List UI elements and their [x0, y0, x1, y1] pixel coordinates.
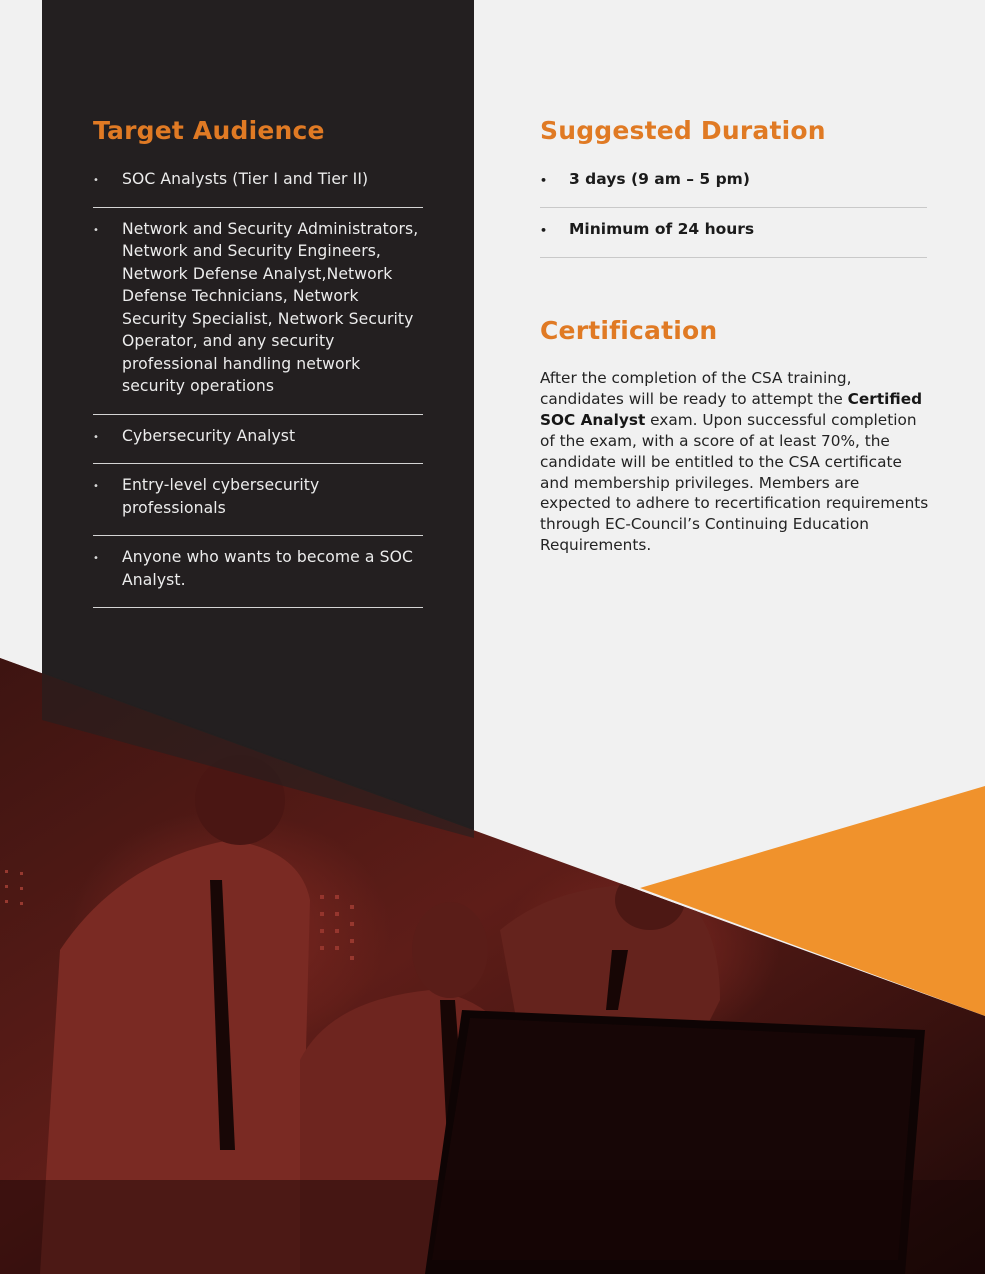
list-item: • Minimum of 24 hours	[540, 208, 927, 258]
list-item: • Entry-level cybersecurity professionals	[93, 464, 423, 536]
target-audience-heading: Target Audience	[93, 116, 325, 145]
list-item: • Network and Security Administrators, Network and Security Engineers, Network Defense Analyst,Network Defense Technicians, Network Security Specialist, Network Security Operator, and any security professional handling network security operations	[93, 208, 423, 415]
bullet-icon: •	[93, 553, 99, 564]
list-item: • 3 days (9 am – 5 pm)	[540, 158, 927, 208]
suggested-duration-heading: Suggested Duration	[540, 116, 826, 145]
certification-paragraph: After the completion of the CSA training, candidates will be ready to attempt the Certified SOC Analyst exam. Upon successful completion of the exam, with a score of at least 70%, the candidate will be entitled to the CSA certificate and membership privileges. Members are expected to adhere to recertification requirements through EC-Council’s Continuing Education Requirements.	[540, 369, 929, 555]
certification-heading: Certification	[540, 316, 718, 345]
bullet-icon: •	[540, 224, 548, 237]
bullet-icon: •	[540, 174, 548, 187]
list-item: • Anyone who wants to become a SOC Analyst.	[93, 536, 423, 608]
target-audience-list	[93, 158, 423, 608]
suggested-duration-list	[540, 158, 927, 258]
list-item: • Cybersecurity Analyst	[93, 415, 423, 465]
certification-name: Certified SOC Analyst	[540, 389, 923, 429]
bullet-icon: •	[93, 224, 99, 236]
bullet-icon: •	[93, 481, 99, 492]
list-item: • SOC Analysts (Tier I and Tier II)	[93, 158, 423, 208]
bullet-icon: •	[93, 431, 99, 443]
bullet-icon: •	[93, 175, 99, 186]
